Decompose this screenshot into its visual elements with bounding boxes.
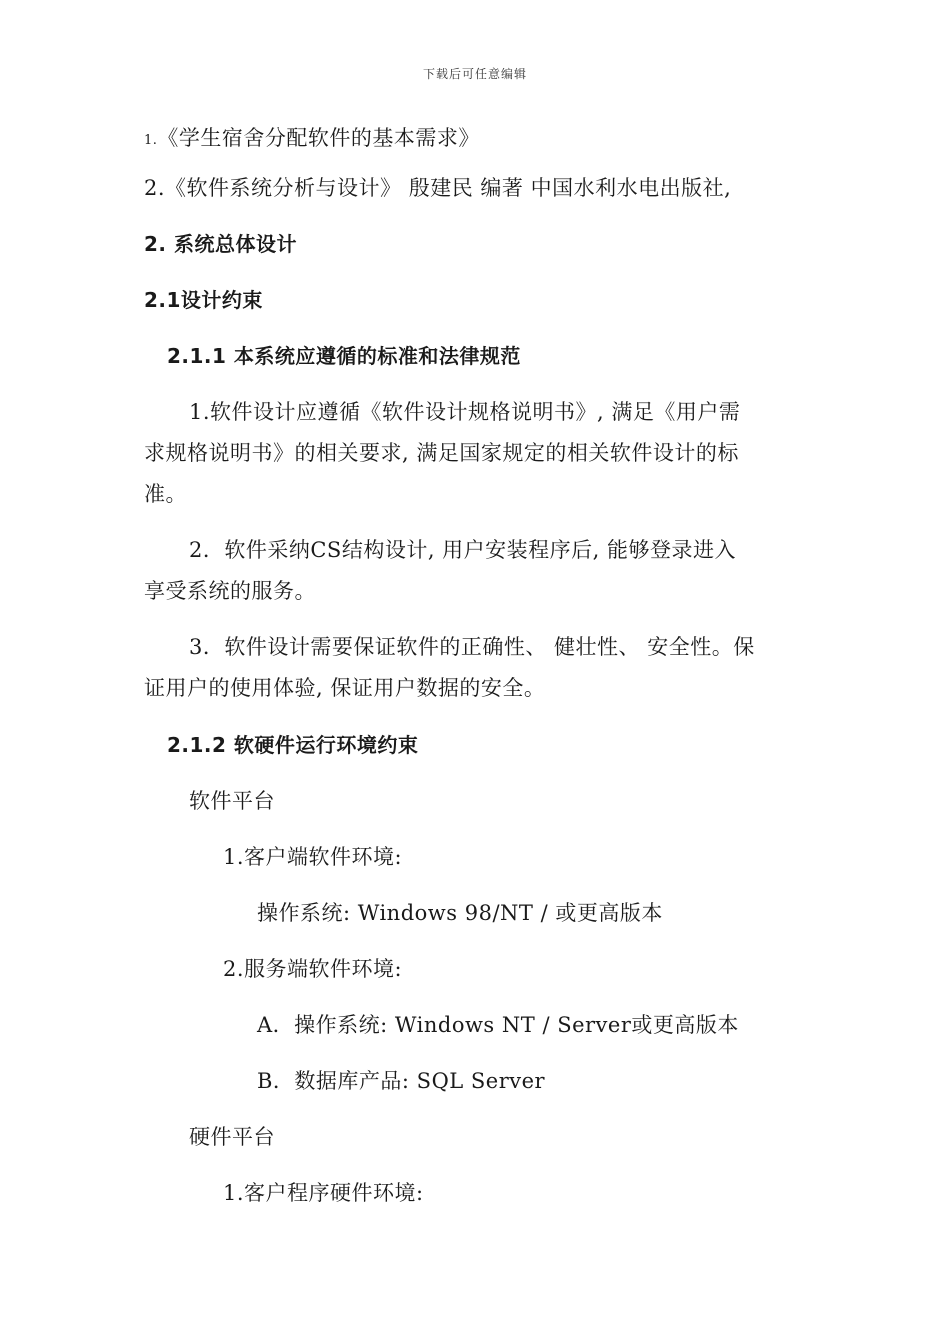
software-platform-label: 软件平台 [189, 789, 275, 813]
server-database: B．数据库产品: SQL Server [257, 1069, 546, 1093]
reference-1-text: 《学生宿舍分配软件的基本需求》 [157, 126, 480, 150]
standard-item-1-line-1: 1.软件设计应遵循《软件设计规格说明书》, 满足《用户需 [189, 400, 741, 424]
section-2-1-1-heading: 2.1.1 本系统应遵循的标准和法律规范 [167, 344, 521, 368]
reference-1-number: 1. [144, 133, 158, 148]
standard-item-1-line-3: 准。 [144, 482, 187, 506]
client-software-env: 1.客户端软件环境: [223, 845, 403, 869]
reference-1 [144, 124, 480, 155]
server-os: A．操作系统: Windows NT / Server或更高版本 [257, 1013, 739, 1037]
standard-item-1-line-2: 求规格说明书》的相关要求, 满足国家规定的相关软件设计的标 [144, 441, 739, 465]
page-header-note: 下载后可任意编辑 [422, 67, 527, 81]
reference-2-number: 2. [144, 176, 166, 200]
client-os: 操作系统: Windows 98/NT / 或更高版本 [257, 901, 663, 925]
client-hardware-env: 1.客户程序硬件环境: [223, 1181, 424, 1205]
section-2-1-heading: 2.1设计约束 [144, 288, 263, 312]
standard-item-3-line-1: 3．软件设计需要保证软件的正确性、 健壮性、 安全性。保 [189, 635, 755, 659]
section-2-1-2-heading: 2.1.2 软硬件运行环境约束 [167, 733, 419, 757]
hardware-platform-label: 硬件平台 [189, 1125, 275, 1149]
reference-2 [144, 174, 731, 202]
standard-item-2-line-2: 享受系统的服务。 [144, 579, 316, 603]
server-software-env: 2.服务端软件环境: [223, 957, 403, 981]
reference-2-text: 《软件系统分析与设计》 殷建民 编著 中国水利水电出版社, [165, 176, 732, 200]
standard-item-2-line-1: 2．软件采纳CS结构设计, 用户安装程序后, 能够登录进入 [189, 538, 737, 562]
section-2-heading: 2. 系统总体设计 [144, 232, 297, 256]
standard-item-3-line-2: 证用户的使用体验, 保证用户数据的安全。 [144, 676, 546, 700]
